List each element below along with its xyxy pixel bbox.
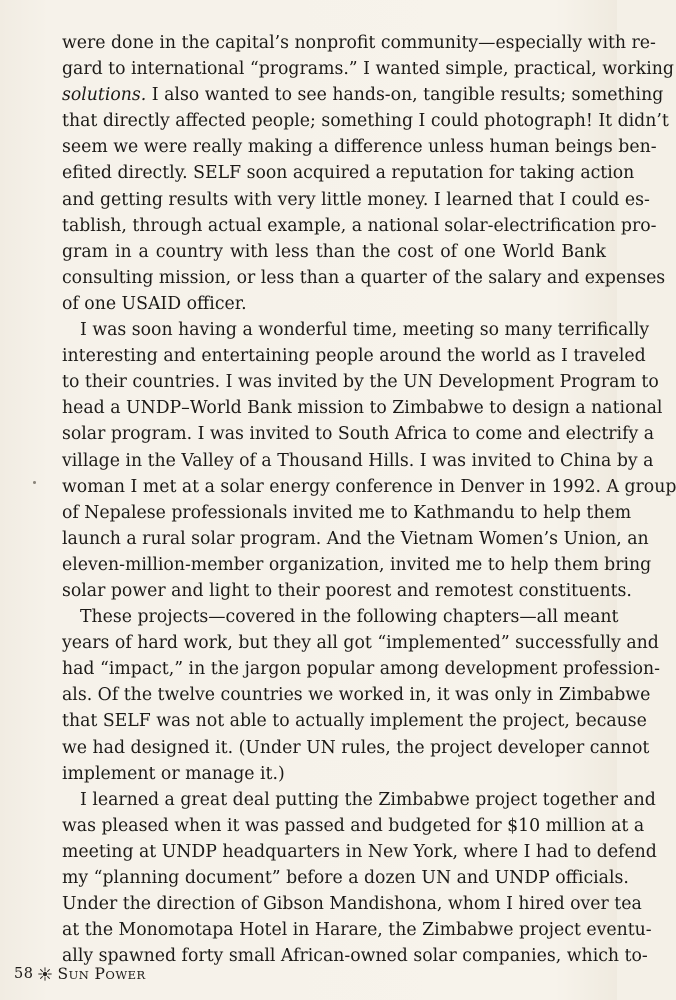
text-line: village in the Valley of a Thousand Hills. I was invited to China by a bbox=[62, 450, 654, 471]
page-footer bbox=[14, 965, 146, 983]
body-text bbox=[62, 30, 676, 969]
text-line: that directly affected people; something I could photograph! It didn’t bbox=[62, 111, 669, 132]
italic-word: solutions. bbox=[62, 85, 147, 106]
text-line: woman I met at a solar energy conference in Denver in 1992. A group bbox=[62, 476, 676, 497]
text-line: meeting at UNDP headquarters in New York, where I had to defend bbox=[62, 841, 657, 862]
page-number: 58 bbox=[14, 966, 34, 982]
text-line: had “impact,” in the jargon popular among development profession- bbox=[62, 659, 660, 680]
text-line: head a UNDP–World Bank mission to Zimbabwe to design a national bbox=[62, 398, 663, 419]
text-line: was pleased when it was passed and budgeted for $10 million at a bbox=[62, 815, 645, 836]
text-line: launch a rural solar program. And the Vietnam Women’s Union, an bbox=[62, 528, 649, 549]
text-line: my “planning document” before a dozen UN and UNDP officials. bbox=[62, 868, 629, 888]
text-line: to their countries. I was invited by the UN Development Program to bbox=[62, 372, 659, 393]
text-line: solar power and light to their poorest and remotest constituents. bbox=[62, 580, 632, 601]
paragraph bbox=[62, 787, 657, 970]
text-line: I was soon having a wonderful time, meeting so many terrifically bbox=[80, 320, 650, 341]
text-line: of one USAID officer. bbox=[62, 293, 247, 314]
paragraph bbox=[62, 30, 674, 317]
text-line: Under the direction of Gibson Mandishona, whom I hired over tea bbox=[62, 894, 642, 915]
sun-ornament-icon bbox=[38, 967, 52, 981]
line-remainder: I also wanted to see hands-on, tangible results; something bbox=[146, 85, 664, 106]
page-blemish bbox=[33, 481, 36, 484]
text-line: gard to international “programs.” I wanted simple, practical, working bbox=[62, 59, 674, 80]
text-line: efited directly. SELF soon acquired a reputation for taking action bbox=[62, 163, 635, 184]
text-line: seem we were really making a difference unless human beings ben- bbox=[62, 137, 657, 158]
text-line: als. Of the twelve countries we worked in, it was only in Zimbabwe bbox=[62, 685, 651, 706]
text-line: consulting mission, or less than a quarter of the salary and expenses bbox=[62, 267, 666, 288]
text-line: years of hard work, but they all got “implemented” successfully and bbox=[62, 633, 659, 654]
text-line: interesting and entertaining people around the world as I traveled bbox=[62, 346, 646, 367]
text-line: These projects—covered in the following chapters—all meant bbox=[80, 607, 619, 628]
text-line: and getting results with very little money. I learned that I could es- bbox=[62, 189, 650, 210]
text-line bbox=[62, 82, 664, 108]
text-line: solar program. I was invited to South Africa to come and electrify a bbox=[62, 424, 655, 445]
text-line: ally spawned forty small African-owned solar companies, which to- bbox=[62, 946, 648, 967]
text-line: gram in a country with less than the cost of one World Bank bbox=[62, 241, 606, 262]
text-line: at the Monomotapa Hotel in Harare, the Zimbabwe project eventu- bbox=[62, 920, 652, 941]
text-line: tablish, through actual example, a national solar-electrification pro- bbox=[62, 215, 657, 236]
text-line: I learned a great deal putting the Zimbabwe project together and bbox=[80, 789, 656, 810]
text-line: that SELF was not able to actually implement the project, because bbox=[62, 711, 647, 732]
paragraph bbox=[62, 604, 660, 787]
text-line: were done in the capital’s nonprofit community—especially with re- bbox=[62, 33, 656, 53]
text-line: we had designed it. (Under UN rules, the project developer cannot bbox=[62, 737, 650, 758]
text-line: implement or manage it.) bbox=[62, 763, 285, 784]
text-line: of Nepalese professionals invited me to Kathmandu to help them bbox=[62, 502, 632, 523]
text-line: eleven-million-member organization, invited me to help them bring bbox=[62, 554, 652, 575]
paragraph bbox=[62, 317, 676, 604]
running-title: SUN POWER bbox=[57, 965, 146, 983]
